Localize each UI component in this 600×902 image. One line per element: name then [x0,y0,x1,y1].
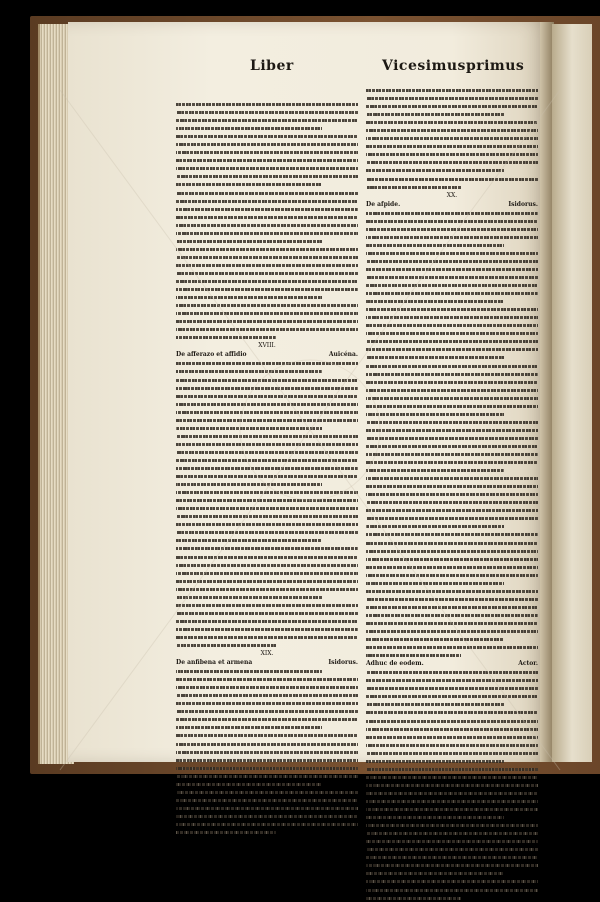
text-line [176,609,358,617]
text-line [176,788,358,796]
text-line [366,175,538,183]
text-line [366,329,538,337]
text-line [176,293,358,301]
text-line [176,780,358,788]
text-line [366,418,538,426]
section-heading [366,659,538,668]
text-line [176,536,358,544]
text-line [366,482,538,490]
text-line [366,781,538,789]
text-line [366,442,538,450]
text-line [176,641,358,649]
text-line [176,317,358,325]
text-line [366,595,538,603]
text-line [176,333,358,341]
heading-title: De afpide. [366,200,401,208]
text-line [366,209,538,217]
text-line [366,563,538,571]
text-line [176,172,358,180]
text-line [176,723,358,731]
text-line [176,553,358,561]
text-line [366,225,538,233]
text-line [176,367,358,375]
heading-author: Auicéna. [328,351,358,359]
text-line [366,821,538,829]
text-line [176,740,358,748]
text-line [366,370,538,378]
text-line [366,587,538,595]
text-line [176,416,358,424]
text-line [366,651,538,659]
text-line [176,812,358,820]
text-line [176,480,358,488]
text-line [176,577,358,585]
text-line [366,281,538,289]
heading-title: De anfibena et armena [176,659,253,667]
text-line [366,102,538,110]
text-line [176,309,358,317]
text-line [366,241,538,249]
text-line [176,544,358,552]
chapter-number: XVIII. [258,342,276,350]
text-line [176,520,358,528]
text-line [366,894,538,902]
text-line [366,289,538,297]
text-line [176,585,358,593]
text-line [176,675,358,683]
text-line [176,601,358,609]
text-line [176,528,358,536]
chapter-number: XX. [446,191,458,199]
text-line [366,539,538,547]
text-line [176,164,358,172]
text-line [176,464,358,472]
text-line [176,148,358,156]
text-line [366,142,538,150]
text-line [366,233,538,241]
text-line [176,132,358,140]
heading-author: Isidorus. [508,200,538,208]
running-header-right: Vicesimusprimus [382,58,525,74]
text-line [366,297,538,305]
text-line [366,273,538,281]
text-line [366,158,538,166]
text-line [176,756,358,764]
text-line [366,733,538,741]
text-line [366,555,538,563]
text-line [176,253,358,261]
text-line [176,392,358,400]
text-line [366,150,538,158]
text-line [366,635,538,643]
heading-title: De afferazo et affidio [176,351,247,359]
text-line [176,116,358,124]
text-line [176,512,358,520]
text-line [366,490,538,498]
text-line [366,257,538,265]
text-line [176,683,358,691]
text-line [366,506,538,514]
text-line [176,699,358,707]
text-line [176,820,358,828]
text-line [176,715,358,723]
heading-author: Isidorus. [328,659,358,667]
text-line [176,301,358,309]
text-line [176,221,358,229]
text-line [366,708,538,716]
text-line [176,731,358,739]
text-line [366,571,538,579]
text-line [176,180,358,188]
text-line [366,700,538,708]
text-line [366,134,538,142]
text-line [366,789,538,797]
section-heading [176,658,358,667]
text-line [176,569,358,577]
text-line [176,633,358,641]
text-line [366,458,538,466]
text-line [176,205,358,213]
text-line [176,189,358,197]
text-line [176,707,358,715]
heading-author: Actor. [518,660,538,668]
text-line [176,269,358,277]
text-line [176,796,358,804]
text-line [366,86,538,94]
text-line [176,384,358,392]
text-line [176,593,358,601]
text-line [366,498,538,506]
text-line [176,804,358,812]
text-line [366,749,538,757]
text-line [176,140,358,148]
text-line [176,156,358,164]
text-line [176,277,358,285]
text-line [176,237,358,245]
text-line [176,625,358,633]
text-line [366,773,538,781]
text-line [366,861,538,869]
text-line [176,229,358,237]
left-text-column [176,100,358,836]
text-line [366,603,538,611]
text-line [176,691,358,699]
text-line [366,313,538,321]
text-line [366,94,538,102]
text-line [176,456,358,464]
text-line [176,100,358,108]
text-line [366,337,538,345]
text-line [366,166,538,174]
text-line [366,757,538,765]
text-line [176,197,358,205]
text-line [176,213,358,221]
text-line [366,619,538,627]
text-line [366,249,538,257]
text-line [176,472,358,480]
text-line [176,285,358,293]
text-line [176,424,358,432]
text-line [366,611,538,619]
text-line [366,627,538,635]
text-line [366,676,538,684]
text-line [366,547,538,555]
text-line [176,108,358,116]
text-line [176,325,358,333]
text-line [366,305,538,313]
text-line [366,668,538,676]
text-line [366,869,538,877]
text-line [366,579,538,587]
text-line [366,837,538,845]
section-heading [366,200,538,209]
text-line [366,217,538,225]
text-line [176,488,358,496]
text-line [366,522,538,530]
text-line [176,245,358,253]
text-line [366,741,538,749]
text-line [366,877,538,885]
chapter-number: XIX. [260,650,274,658]
text-line [366,684,538,692]
text-line [176,376,358,384]
text-line [366,126,538,134]
text-line [366,410,538,418]
text-line [176,504,358,512]
text-line [176,448,358,456]
text-line [366,450,538,458]
text-line [366,378,538,386]
text-line [366,805,538,813]
text-line [176,432,358,440]
text-line [366,321,538,329]
right-page-edge [552,24,592,762]
text-line [176,828,358,836]
text-line [176,617,358,625]
text-line [366,717,538,725]
text-line [366,386,538,394]
text-line [176,764,358,772]
text-line [366,434,538,442]
text-line [366,426,538,434]
text-line [366,829,538,837]
text-line [176,359,358,367]
text-line [176,400,358,408]
text-line [366,845,538,853]
text-line [176,124,358,132]
text-line [366,797,538,805]
text-line [366,692,538,700]
section-heading [176,350,358,359]
text-line [366,813,538,821]
text-line [366,725,538,733]
running-header-left: Liber [250,58,294,74]
text-line [366,118,538,126]
right-text-column [366,86,538,902]
text-line [366,362,538,370]
text-line [366,530,538,538]
text-line [366,514,538,522]
text-line [176,408,358,416]
text-line [366,110,538,118]
text-line [176,496,358,504]
text-line [366,474,538,482]
text-line [176,561,358,569]
text-line [366,183,538,191]
text-line [366,265,538,273]
text-line [176,261,358,269]
text-line [366,853,538,861]
heading-title: Adhuc de eodem. [366,660,424,668]
text-line [366,886,538,894]
text-line [176,748,358,756]
text-line [366,394,538,402]
text-line [366,643,538,651]
text-line [176,440,358,448]
text-line [176,772,358,780]
text-line [366,466,538,474]
text-line [366,353,538,361]
text-line [366,765,538,773]
text-line [366,345,538,353]
text-line [366,402,538,410]
text-line [176,667,358,675]
